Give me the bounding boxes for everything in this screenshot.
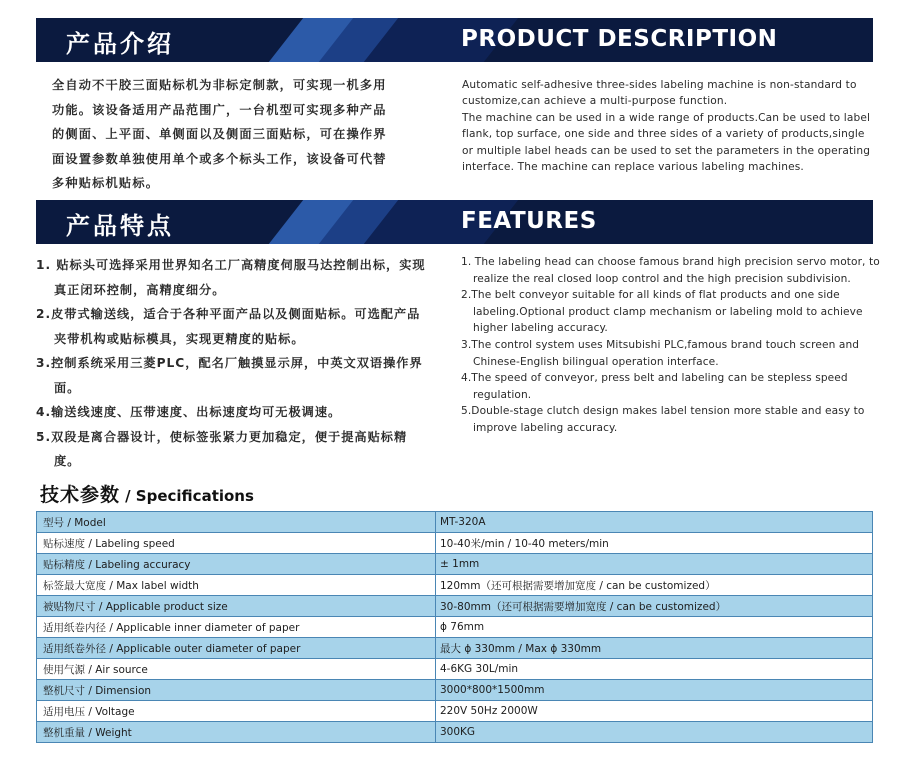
table-row [37, 596, 873, 617]
feature-item-cn: 1. 贴标头可选择采用世界知名工厂高精度伺服马达控制出标，实现真正闭环控制，高精度细分。 [36, 258, 426, 297]
feature-item-cn: 4.输送线速度、压带速度、出标速度均可无极调速。 [36, 405, 342, 419]
specifications-table [36, 511, 873, 743]
description-cn-line: 多种贴标机贴标。 [52, 176, 160, 190]
feature-item-cn: 3.控制系统采用三菱PLC，配名厂触摸显示屏，中英文双语操作界面。 [36, 356, 423, 395]
description-en-line: interface. The machine can replace various labeling machines. [462, 161, 804, 174]
description-en-line: or multiple label heads can be used to set the parameters in the operating [462, 144, 871, 157]
description-text-cn [52, 73, 422, 196]
description-cn-line: 面设置参数单独使用单个或多个标头工作，该设备可代替 [52, 151, 387, 166]
table-row [37, 722, 873, 743]
feature-item-en: 2.The belt conveyor suitable for all kinds of flat products and one side labeling.Optional product clamp mechanism or labeling mold to achieve higher labeling accuracy. [461, 289, 863, 335]
spec-value: 30-80mm（还可根据需要增加宽度 / can be customized） [436, 596, 873, 617]
spec-value: 220V 50Hz 2000W [436, 701, 873, 722]
features-title-en: FEATURES [461, 208, 597, 234]
table-row [37, 533, 873, 554]
spec-value: 300KG [436, 722, 873, 743]
description-cn-line: 全自动不干胶三面贴标机为非标定制款，可实现一机多用 [52, 78, 387, 92]
feature-item-cn: 2.皮带式输送线，适合于各种平面产品以及侧面贴标。可选配产品夹带机构或贴标模具，实现更精度的贴标。 [36, 307, 421, 346]
specifications-title-en: / Specifications [125, 487, 254, 505]
spec-label: 贴标精度 / Labeling accuracy [37, 554, 436, 575]
spec-value: 3000*800*1500mm [436, 680, 873, 701]
spec-label: 被贴物尺寸 / Applicable product size [37, 596, 436, 617]
description-cn-line: 功能。该设备适用产品范围广，一台机型可实现多种产品 [52, 102, 387, 117]
description-title-en: PRODUCT DESCRIPTION [461, 26, 778, 52]
spec-label: 适用纸卷外径 / Applicable outer diameter of paper [37, 638, 436, 659]
spec-value: 10-40米/min / 10-40 meters/min [436, 533, 873, 554]
features-list-cn [36, 253, 428, 474]
spec-value: 120mm（还可根据需要增加宽度 / can be customized） [436, 575, 873, 596]
table-row [37, 512, 873, 533]
features-list-en [461, 254, 881, 437]
spec-label: 适用纸卷内径 / Applicable inner diameter of paper [37, 617, 436, 638]
table-row [37, 701, 873, 722]
feature-item-en: 4.The speed of conveyor, press belt and labeling can be stepless speed regulation. [461, 372, 848, 401]
spec-value: ± 1mm [436, 554, 873, 575]
specifications-heading [40, 480, 254, 507]
description-en-line: The machine can be used in a wide range of products.Can be used to label [462, 111, 871, 124]
spec-value: 4-6KG 30L/min [436, 659, 873, 680]
table-row [37, 638, 873, 659]
description-text-en [462, 77, 877, 175]
feature-item-en: 1. The labeling head can choose famous brand high precision servo motor, to realize the real closed loop control and the high precision subdivision. [461, 256, 880, 285]
features-title-cn: 产品特点 [66, 212, 174, 240]
table-row [37, 554, 873, 575]
spec-label: 型号 / Model [37, 512, 436, 533]
features-banner [36, 200, 873, 244]
description-banner [36, 18, 873, 62]
table-row [37, 617, 873, 638]
feature-item-en: 3.The control system uses Mitsubishi PLC,famous brand touch screen and Chinese-English bilingual operation interface. [461, 338, 860, 368]
spec-label: 贴标速度 / Labeling speed [37, 533, 436, 554]
description-en-line: flank, top surface, one side and three sides of a variety of products,single [462, 128, 865, 141]
table-row [37, 575, 873, 596]
spec-value: 最大 ϕ 330mm / Max ϕ 330mm [436, 638, 873, 659]
spec-label: 标签最大宽度 / Max label width [37, 575, 436, 596]
spec-label: 整机尺寸 / Dimension [37, 680, 436, 701]
description-en-line: customize,can achieve a multi-purpose function. [462, 95, 728, 108]
table-row [37, 659, 873, 680]
spec-value: ϕ 76mm [436, 617, 873, 638]
specifications-title-cn: 技术参数 [40, 484, 121, 506]
feature-item-cn: 5.双段是离合器设计，使标签张紧力更加稳定，便于提高贴标精度。 [36, 429, 408, 468]
description-en-line: Automatic self-adhesive three-sides labeling machine is non-standard to [462, 79, 857, 91]
feature-item-en: 5.Double-stage clutch design makes label tension more stable and easy to improve labeling accuracy. [461, 405, 865, 434]
spec-value: MT-320A [436, 512, 873, 533]
spec-label: 适用电压 / Voltage [37, 701, 436, 722]
description-title-cn: 产品介绍 [66, 30, 174, 58]
table-row [37, 680, 873, 701]
spec-label: 整机重量 / Weight [37, 722, 436, 743]
description-cn-line: 的侧面、上平面、单侧面以及侧面三面贴标，可在操作界 [52, 127, 387, 141]
spec-label: 使用气源 / Air source [37, 659, 436, 680]
